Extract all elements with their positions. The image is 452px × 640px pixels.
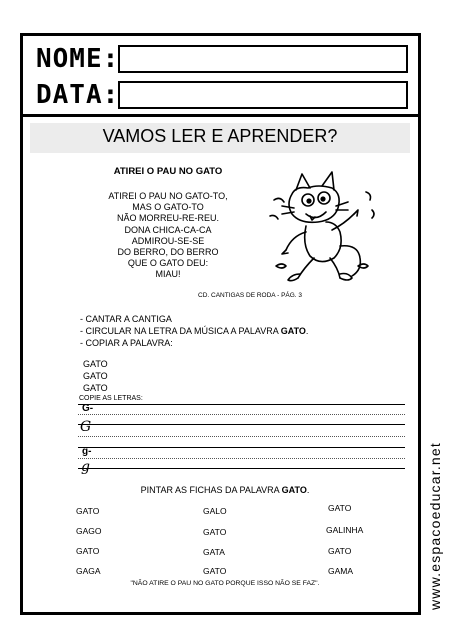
writing-line xyxy=(78,404,405,405)
page-title: VAMOS LER E APRENDER? xyxy=(102,126,338,146)
instruction-sing: - CANTAR A CANTIGA xyxy=(80,314,172,324)
writing-guide xyxy=(78,436,405,437)
paint-instruction-end: . xyxy=(306,485,310,495)
writing-line xyxy=(78,447,405,448)
instruction-copy: - COPIAR A PALAVRA: xyxy=(80,338,173,348)
word-card[interactable]: GAGO xyxy=(76,526,102,536)
paint-instruction-word: GATO xyxy=(281,485,307,495)
word-card[interactable]: GATA xyxy=(203,547,225,557)
copy-word: GATO xyxy=(83,371,108,381)
copy-letters-label: COPIE AS LETRAS: xyxy=(79,395,143,402)
instruction-circle xyxy=(80,326,308,336)
instruction-circle-end: . xyxy=(305,326,309,336)
name-label: NOME: xyxy=(36,44,120,74)
copy-word: GATO xyxy=(83,383,108,393)
writing-line xyxy=(78,468,405,469)
instruction-circle-word: GATO xyxy=(280,326,306,336)
song-source: CD. CANTIGAS DE RODA - PÁG. 3 xyxy=(198,292,303,299)
word-card[interactable]: GAMA xyxy=(328,566,354,576)
writing-guide xyxy=(78,414,405,415)
date-label: DATA: xyxy=(36,80,120,110)
cat-illustration xyxy=(266,170,382,288)
letter-g-print: g- xyxy=(82,446,92,457)
writing-line xyxy=(78,424,405,425)
writing-guide xyxy=(78,458,405,459)
word-card[interactable]: GATO xyxy=(76,506,100,516)
site-watermark: www.espacoeducar.net xyxy=(427,442,443,610)
header-divider xyxy=(20,114,421,117)
word-card[interactable]: GATO xyxy=(328,503,352,513)
letter-G-cursive: G xyxy=(80,419,92,435)
lyric-line: NÃO MORREU-RE-REU. xyxy=(116,213,219,224)
letter-G-print: G- xyxy=(82,403,94,414)
word-card[interactable]: GALO xyxy=(203,506,227,516)
copy-word: GATO xyxy=(83,359,108,369)
name-field[interactable] xyxy=(118,45,408,73)
lyric-line: ADMIROU-SE-SE xyxy=(131,235,205,246)
word-card[interactable]: GALINHA xyxy=(326,525,364,535)
lyric-line: ATIREI O PAU NO GATO-TO, xyxy=(108,191,228,201)
lyric-line: QUE O GATO DEU: xyxy=(127,258,209,269)
letter-g-cursive: g xyxy=(81,459,90,475)
lyric-line: MAS O GATO-TO xyxy=(132,202,204,213)
instruction-circle-text: - CIRCULAR NA LETRA DA MÚSICA A PALAVRA xyxy=(80,326,281,336)
word-card[interactable]: GATO xyxy=(203,527,227,537)
song-title: ATIREI O PAU NO GATO xyxy=(113,166,223,177)
song-lyrics xyxy=(78,191,258,281)
date-field[interactable] xyxy=(118,81,408,109)
word-card[interactable]: GAGA xyxy=(76,566,101,576)
footer-quote: "NÃO ATIRE O PAU NO GATO PORQUE ISSO NÃO SE FAZ". xyxy=(130,580,320,587)
lyric-line: DONA CHICA-CA-CA xyxy=(124,224,212,235)
word-card[interactable]: GATO xyxy=(203,566,227,576)
word-card[interactable]: GATO xyxy=(328,546,352,556)
lyric-line: MIAU! xyxy=(155,269,181,280)
lyric-line: DO BERRO, DO BERRO xyxy=(117,247,219,258)
paint-instruction-text: PINTAR AS FICHAS DA PALAVRA xyxy=(140,485,282,495)
paint-instruction xyxy=(80,485,370,495)
word-card[interactable]: GATO xyxy=(76,546,100,556)
